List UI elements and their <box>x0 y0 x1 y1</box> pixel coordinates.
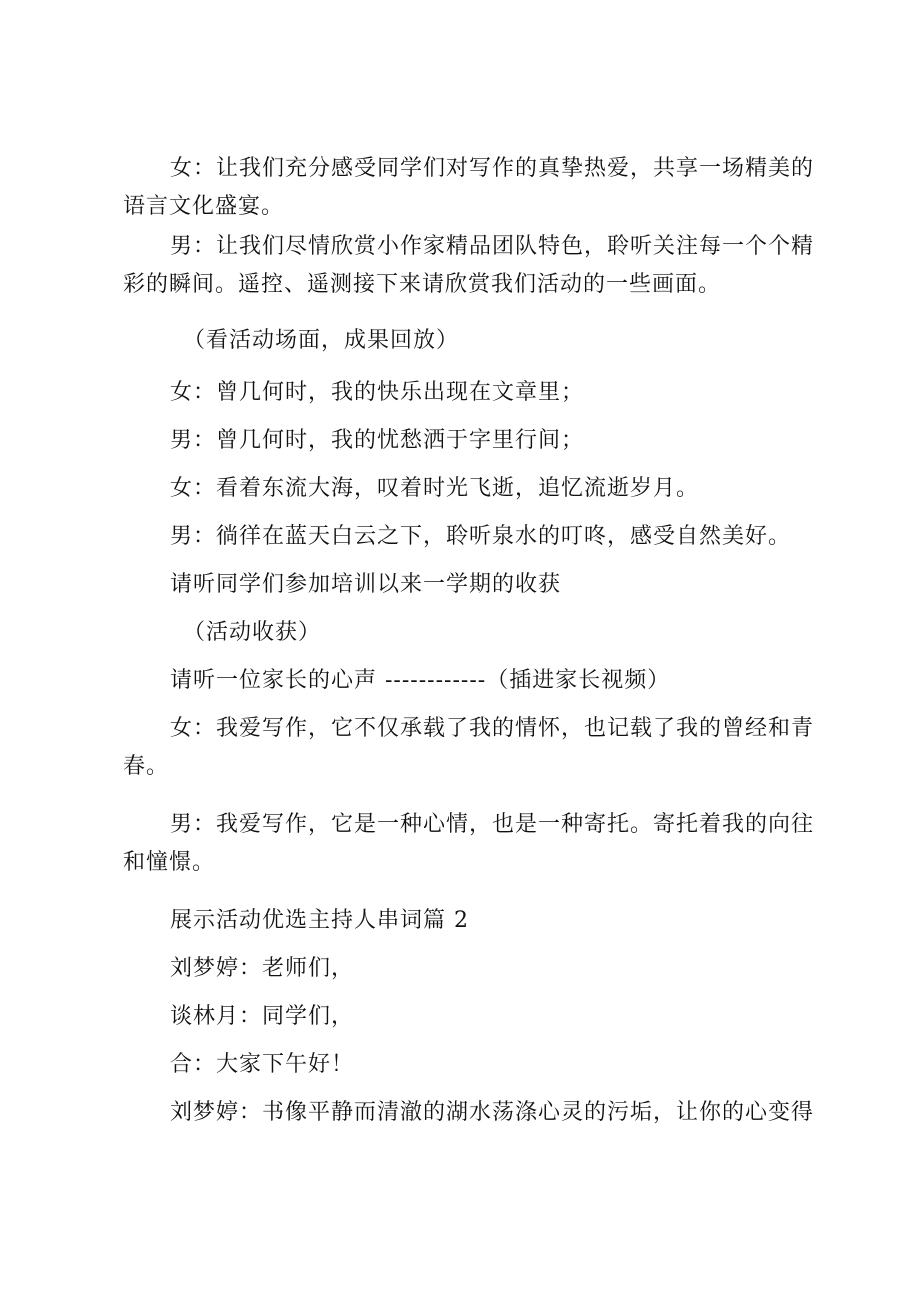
paragraph-1: 女：让我们充分感受同学们对写作的真挚热爱，共享一场精美的语言文化盛宴。 <box>123 156 815 219</box>
paragraph-7: 男：徜徉在蓝天白云之下，聆听泉水的叮咚，感受自然美好。 <box>170 524 792 549</box>
paragraph-6: 女：看着东流大海，叹着时光飞逝，追忆流逝岁月。 <box>170 476 700 501</box>
paragraph-9: （活动收获） <box>183 620 322 645</box>
paragraph-5: 男：曾几何时，我的忧愁洒于字里行间； <box>170 428 585 453</box>
paragraph-14: 刘梦婷：老师们， <box>170 956 355 981</box>
paragraph-2: 男：让我们尽情欣赏小作家精品团队特色，聆听关注每一个个精彩的瞬间。遥控、遥测接下来请欣赏我们活动的一些画面。 <box>123 234 815 297</box>
paragraph-12: 男：我爱写作，它是一种心情，也是一种寄托。寄托着我的向往和憧憬。 <box>123 812 815 875</box>
paragraph-10: 请听一位家长的心声 ------------（插进家长视频） <box>170 668 671 693</box>
paragraph-11: 女：我爱写作，它不仅承载了我的情怀，也记载了我的曾经和青春。 <box>123 716 815 779</box>
paragraph-8: 请听同学们参加培训以来一学期的收获 <box>170 572 562 597</box>
paragraph-3: （看活动场面，成果回放） <box>183 328 460 353</box>
paragraph-16: 合：大家下午好！ <box>170 1052 355 1077</box>
paragraph-15: 谈林月：同学们， <box>170 1004 355 1029</box>
paragraph-17: 刘梦婷：书像平静而清澈的湖水荡涤心灵的污垢，让你的心变得 <box>170 1100 815 1125</box>
section-heading: 展示活动优选主持人串词篇 2 <box>170 908 469 933</box>
paragraph-4: 女：曾几何时，我的快乐出现在文章里； <box>170 380 585 405</box>
